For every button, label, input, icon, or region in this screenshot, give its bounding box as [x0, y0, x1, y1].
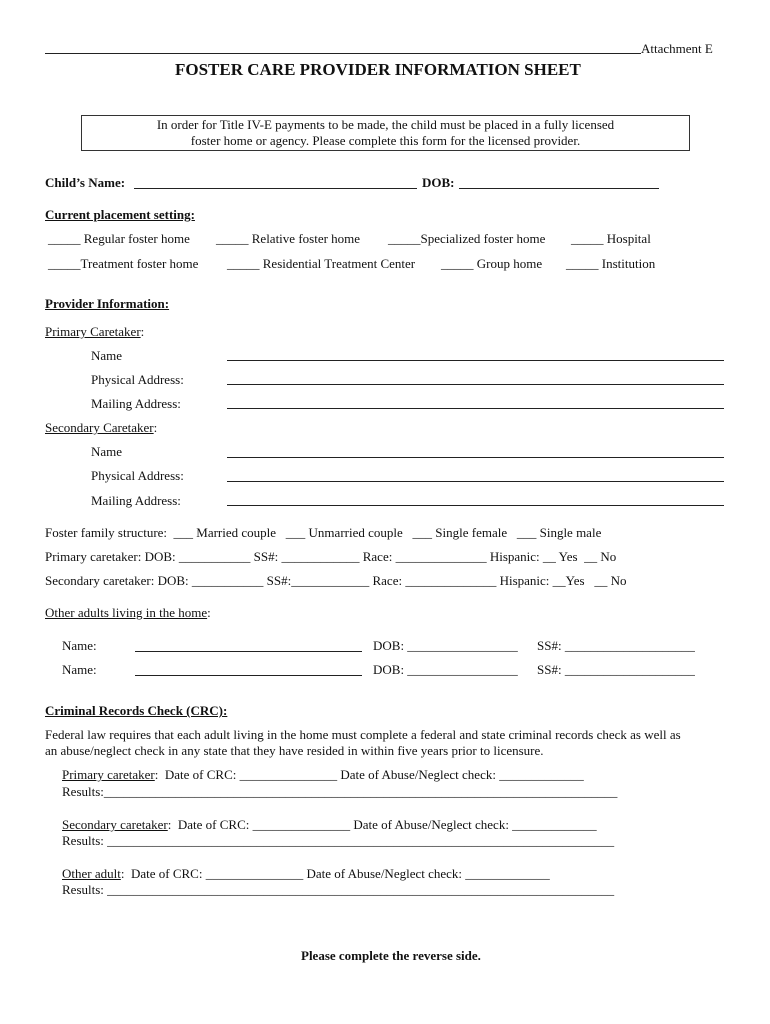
- placement-heading: Current placement setting:: [45, 207, 195, 222]
- primary-name-field[interactable]: [227, 360, 724, 361]
- primary-caretaker-text: Primary Caretaker: [45, 324, 141, 339]
- secondary-caretaker-label: [45, 420, 157, 436]
- crc-paragraph-line-2: an abuse/neglect check in any state that they have resided in within five years prior to licensure.: [45, 743, 544, 758]
- other-adult-2-ss[interactable]: SS#: ____________________: [537, 662, 695, 677]
- secondary-caretaker-text: Secondary Caretaker: [45, 420, 154, 435]
- crc-heading: Criminal Records Check (CRC):: [45, 703, 228, 718]
- crc-other-adult-dates[interactable]: : Date of CRC: _______________ Date of Abuse/Neglect check: _____________: [120, 866, 550, 881]
- crc-secondary-dates[interactable]: : Date of CRC: _______________ Date of Abuse/Neglect check: _____________: [167, 817, 597, 832]
- child-name-field[interactable]: [134, 188, 417, 189]
- child-dob-label: DOB:: [422, 175, 455, 190]
- placement-group-home[interactable]: _____ Group home: [441, 256, 543, 271]
- other-adults-colon: :: [207, 605, 211, 620]
- placement-treatment[interactable]: _____Treatment foster home: [48, 256, 199, 271]
- secondary-physical-address-field[interactable]: [227, 481, 724, 482]
- secondary-name-label: Name: [91, 444, 123, 459]
- provider-heading: Provider Information:: [45, 296, 170, 311]
- crc-other-adult-results[interactable]: Results: ______________________________________________________________________________: [62, 882, 615, 897]
- attachment-label: Attachment E: [641, 41, 713, 56]
- reverse-side-note: Please complete the reverse side.: [301, 948, 481, 963]
- other-adult-1-name-label: Name:: [62, 638, 97, 653]
- header-rule: [45, 53, 641, 54]
- secondary-mailing-address-label: Mailing Address:: [91, 493, 181, 508]
- notice-line-1: In order for Title IV-E payments to be made, the child must be placed in a fully licensed: [156, 117, 615, 132]
- notice-box: [81, 115, 690, 151]
- primary-physical-address-field[interactable]: [227, 384, 724, 385]
- primary-caretaker-details[interactable]: Primary caretaker: DOB: ___________ SS#: ____________ Race: ______________ Hispanic: __ Yes __ No: [45, 549, 617, 564]
- primary-caretaker-label: [45, 324, 144, 340]
- placement-regular[interactable]: _____ Regular foster home: [48, 231, 190, 246]
- placement-hospital[interactable]: _____ Hospital: [571, 231, 651, 246]
- other-adult-1-ss[interactable]: SS#: ____________________: [537, 638, 695, 653]
- child-dob-field[interactable]: [459, 188, 659, 189]
- primary-mailing-address-label: Mailing Address:: [91, 396, 181, 411]
- family-structure-line[interactable]: Foster family structure: ___ Married couple ___ Unmarried couple ___ Single female ___ Single male: [45, 525, 602, 540]
- crc-other-adult-line[interactable]: [62, 866, 550, 882]
- placement-specialized[interactable]: _____Specialized foster home: [388, 231, 546, 246]
- secondary-mailing-address-field[interactable]: [227, 505, 724, 506]
- crc-primary-label: Primary caretaker: [62, 767, 155, 782]
- crc-primary-line[interactable]: [62, 767, 584, 783]
- other-adult-2-name-label: Name:: [62, 662, 97, 677]
- other-adult-1-dob[interactable]: DOB: _________________: [373, 638, 518, 653]
- secondary-physical-address-label: Physical Address:: [91, 468, 184, 483]
- crc-secondary-results[interactable]: Results: ______________________________________________________________________________: [62, 833, 615, 848]
- notice-line-2: foster home or agency. Please complete this form for the licensed provider.: [190, 133, 581, 148]
- secondary-caretaker-colon: :: [153, 420, 158, 435]
- primary-physical-address-label: Physical Address:: [91, 372, 184, 387]
- primary-name-label: Name: [91, 348, 123, 363]
- primary-mailing-address-field[interactable]: [227, 408, 724, 409]
- other-adult-2-name-field[interactable]: [135, 675, 362, 676]
- crc-primary-dates[interactable]: : Date of CRC: _______________ Date of Abuse/Neglect check: _____________: [154, 767, 584, 782]
- placement-residential[interactable]: _____ Residential Treatment Center: [227, 256, 416, 271]
- page-title: FOSTER CARE PROVIDER INFORMATION SHEET: [175, 60, 581, 79]
- crc-primary-results[interactable]: Results:_______________________________________________________________________________: [62, 784, 618, 799]
- placement-relative[interactable]: _____ Relative foster home: [216, 231, 361, 246]
- placement-institution[interactable]: _____ Institution: [566, 256, 656, 271]
- child-name-label: Child’s Name:: [45, 175, 126, 190]
- secondary-caretaker-details[interactable]: Secondary caretaker: DOB: ___________ SS#:____________ Race: ______________ Hispanic: __Yes __ No: [45, 573, 627, 588]
- other-adult-1-name-field[interactable]: [135, 651, 362, 652]
- other-adult-2-dob[interactable]: DOB: _________________: [373, 662, 518, 677]
- crc-secondary-line[interactable]: [62, 817, 597, 833]
- primary-caretaker-colon: :: [140, 324, 145, 339]
- crc-secondary-label: Secondary caretaker: [62, 817, 168, 832]
- other-adults-heading: [45, 605, 211, 621]
- crc-other-adult-label: Other adult: [62, 866, 121, 881]
- other-adults-heading-text: Other adults living in the home: [45, 605, 208, 620]
- crc-paragraph-line-1: Federal law requires that each adult living in the home must complete a federal and state criminal records check as well as: [45, 727, 681, 742]
- secondary-name-field[interactable]: [227, 457, 724, 458]
